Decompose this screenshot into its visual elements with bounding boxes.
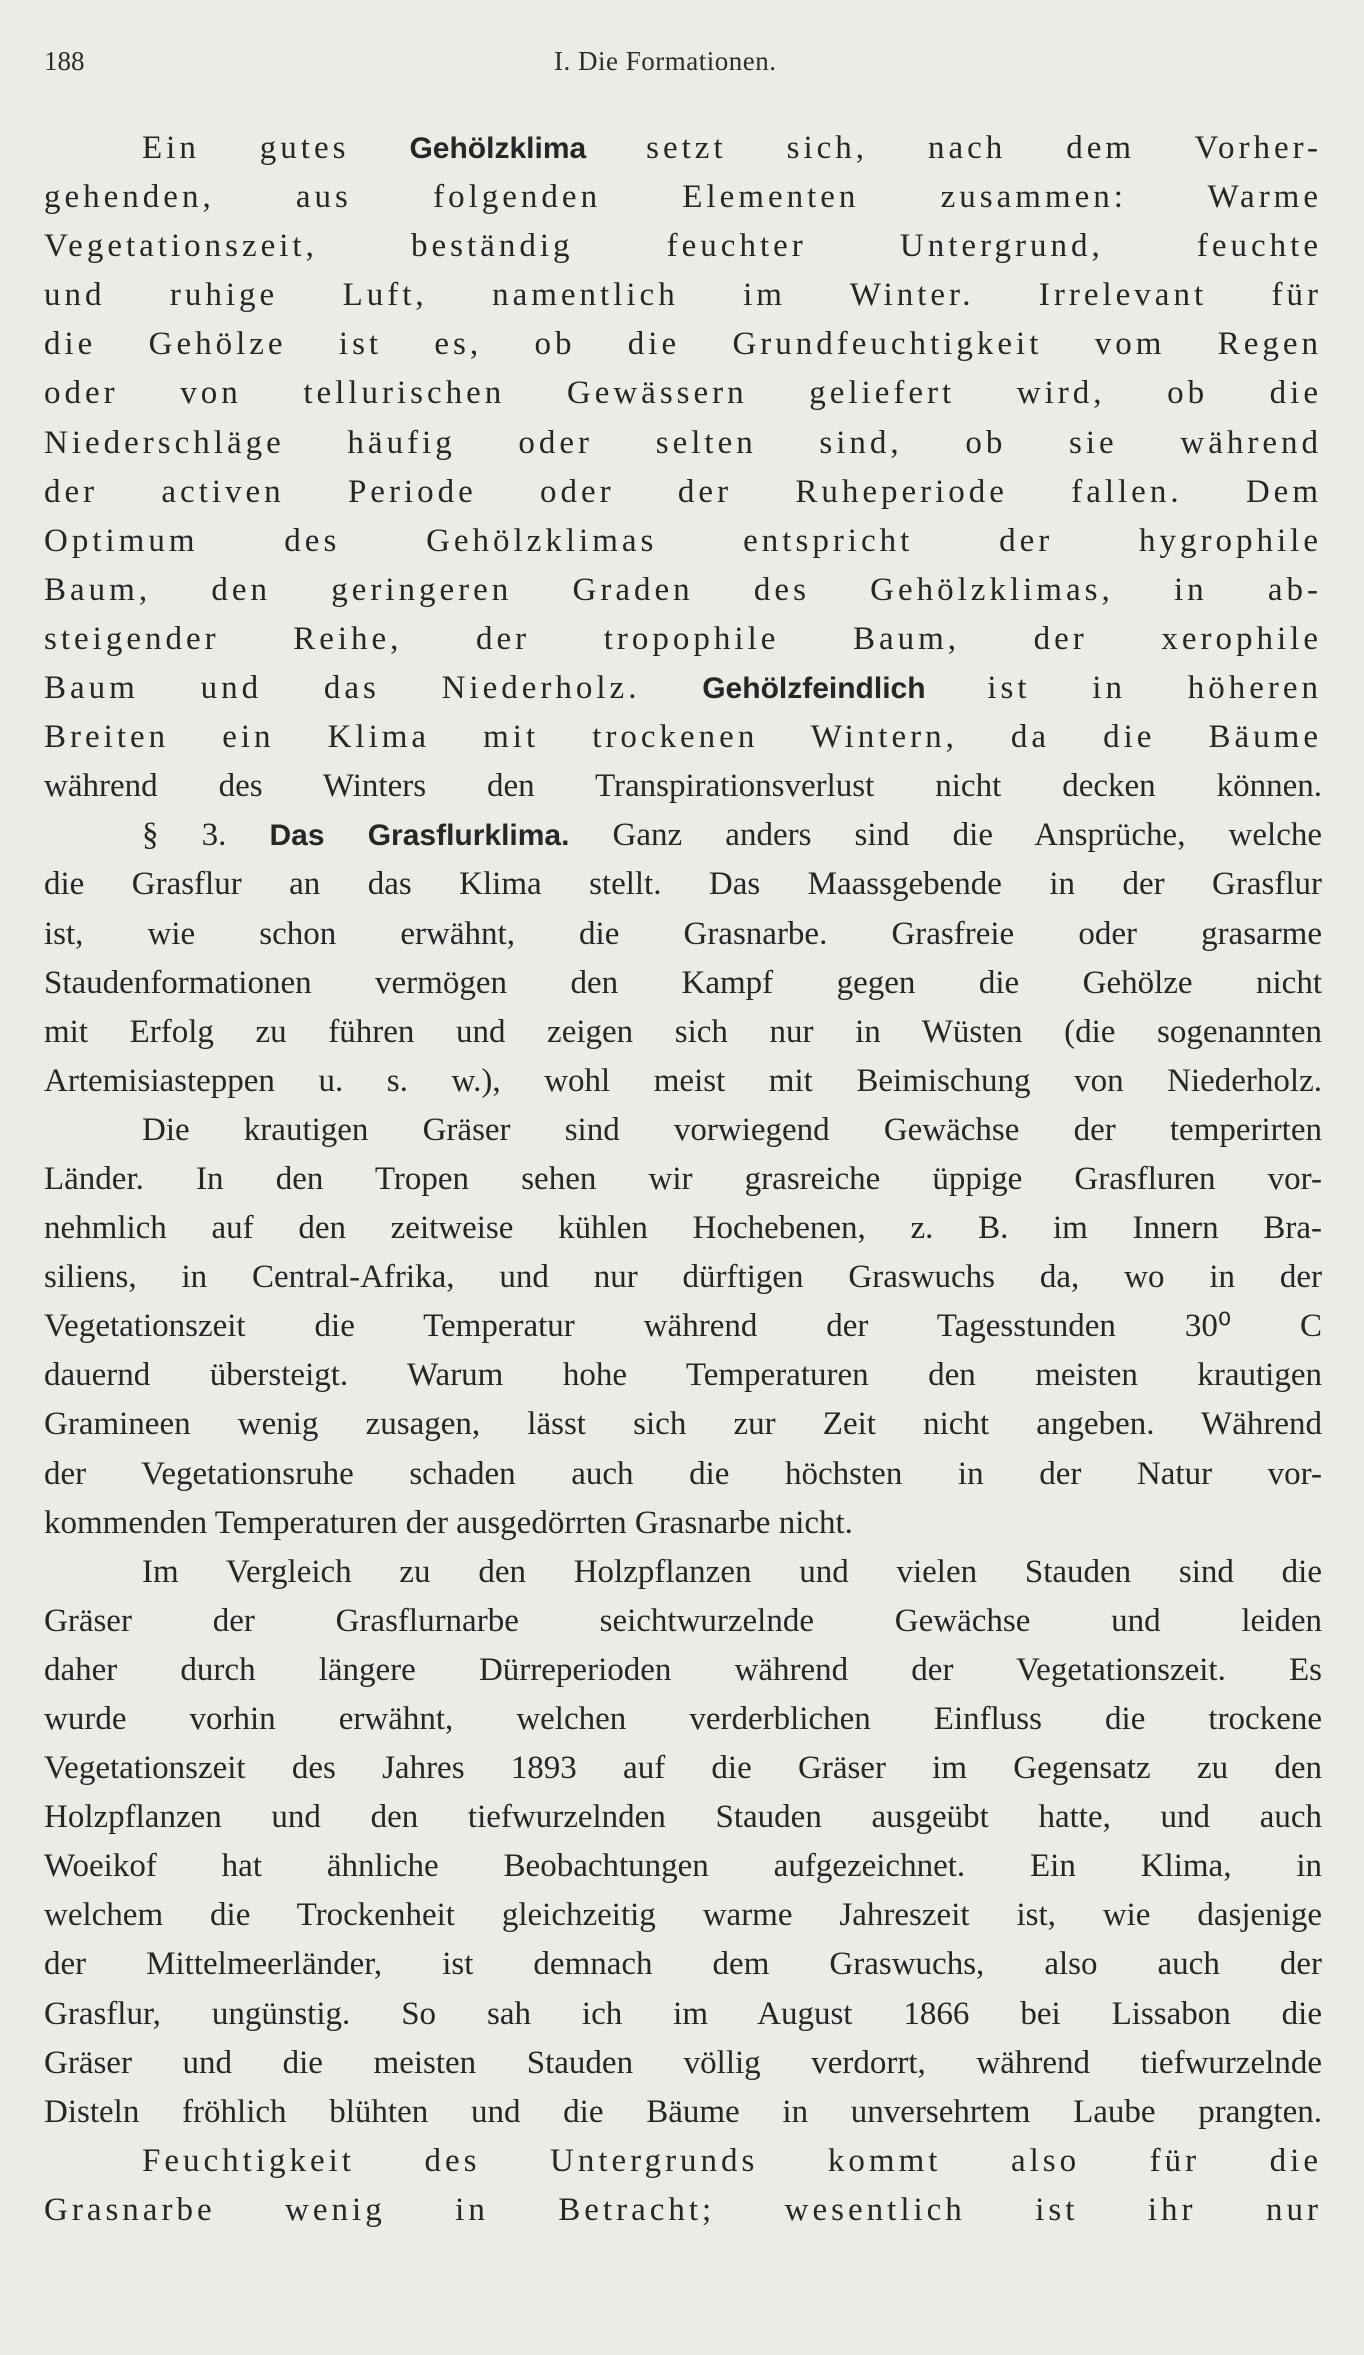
- text-line: [44, 664, 1322, 713]
- line-text: Die krautigen Gräser sind vorwiegend Gewächse der temperirten: [142, 1111, 1322, 1148]
- text-line: [44, 1351, 1322, 1400]
- text-line: [44, 517, 1322, 566]
- text-line: [44, 860, 1322, 909]
- text-line: [44, 959, 1322, 1008]
- line-text: Gräser und die meisten Stauden völlig verdorrt, während tiefwurzelnde: [44, 2044, 1322, 2081]
- text-line: [44, 222, 1322, 271]
- text-line: [44, 1793, 1322, 1842]
- text-line: [44, 1499, 1322, 1548]
- line-text: Baum, den geringeren Graden des Gehölzklimas, in ab-: [44, 571, 1322, 608]
- line-text: Holzpflanzen und den tiefwurzelnden Stauden ausgeübt hatte, und auch: [44, 1799, 1322, 1836]
- text-line: [44, 1302, 1322, 1351]
- line-text: und ruhige Luft, namentlich im Winter. Irrelevant für: [44, 277, 1322, 314]
- line-text: siliens, in Central-Afrika, und nur dürftigen Graswuchs da, wo in der: [44, 1259, 1322, 1296]
- line-text: Vegetationszeit des Jahres 1893 auf die Gräser im Gegensatz zu den: [44, 1750, 1322, 1787]
- line-text: Woeikof hat ähnliche Beobachtungen aufgezeichnet. Ein Klima, in: [44, 1848, 1322, 1885]
- text-line: [44, 1548, 1322, 1597]
- text-line: [44, 811, 1322, 860]
- text-line: [44, 1008, 1322, 1057]
- text-line: [44, 2039, 1322, 2088]
- line-text: oder von tellurischen Gewässern geliefert wird, ob die: [44, 375, 1322, 412]
- line-text: Im Vergleich zu den Holzpflanzen und vielen Stauden sind die: [142, 1553, 1322, 1590]
- line-text-before: Baum und das Niederholz.: [44, 670, 703, 707]
- text-line: [44, 1106, 1322, 1155]
- line-text: Staudenformationen vermögen den Kampf gegen die Gehölze nicht: [44, 964, 1322, 1001]
- line-text: Optimum des Gehölzklimas entspricht der hygrophile: [44, 522, 1322, 559]
- line-text: die Grasflur an das Klima stellt. Das Maassgebende in der Grasflur: [44, 866, 1322, 903]
- text-line: [44, 320, 1322, 369]
- text-line: [44, 1695, 1322, 1744]
- text-line: [44, 468, 1322, 517]
- line-text: kommenden Temperaturen der ausgedörrten Grasnarbe nicht.: [44, 1504, 853, 1541]
- line-text: Niederschläge häufig oder selten sind, ob sie während: [44, 424, 1322, 461]
- text-line: [44, 419, 1322, 468]
- line-text: Grasflur, ungünstig. So sah ich im August 1866 bei Lissabon die: [44, 1995, 1322, 2032]
- running-head: I. Die Formationen.: [554, 46, 777, 76]
- line-text: während des Winters den Transpirationsverlust nicht decken können.: [44, 768, 1322, 805]
- line-text: gehenden, aus folgenden Elementen zusammen: Warme: [44, 179, 1322, 216]
- line-text: Feuchtigkeit des Untergrunds kommt also für die: [142, 2142, 1322, 2179]
- text-line: [44, 762, 1322, 811]
- line-text: Länder. In den Tropen sehen wir grasreiche üppige Grasfluren vor-: [44, 1160, 1322, 1197]
- page-number: 188: [44, 46, 85, 76]
- text-line: [44, 1155, 1322, 1204]
- text-line: [44, 1940, 1322, 1989]
- line-text: Vegetationszeit, beständig feuchter Untergrund, feuchte: [44, 228, 1322, 265]
- text-line: [44, 1204, 1322, 1253]
- line-text: Gramineen wenig zusagen, lässt sich zur Zeit nicht angeben. Während: [44, 1406, 1322, 1443]
- text-line: [44, 2137, 1322, 2186]
- body-text: [44, 124, 1322, 2235]
- line-text: der activen Periode oder der Ruheperiode fallen. Dem: [44, 473, 1322, 510]
- text-line: [44, 271, 1322, 320]
- text-line: [44, 1891, 1322, 1940]
- line-text: mit Erfolg zu führen und zeigen sich nur in Wüsten (die sogenannten: [44, 1013, 1322, 1050]
- line-text: Vegetationszeit die Temperatur während der Tagesstunden 30⁰ C: [44, 1308, 1322, 1345]
- line-text: steigender Reihe, der tropophile Baum, der xerophile: [44, 620, 1322, 657]
- text-line: [44, 2186, 1322, 2235]
- line-text: der Vegetationsruhe schaden auch die höchsten in der Natur vor-: [44, 1455, 1322, 1492]
- text-line: [44, 2088, 1322, 2137]
- text-line: [44, 713, 1322, 762]
- line-text: wurde vorhin erwähnt, welchen verderblichen Einfluss die trockene: [44, 1701, 1322, 1737]
- text-line: [44, 173, 1322, 222]
- text-line: [44, 1450, 1322, 1499]
- line-text: ist, wie schon erwähnt, die Grasnarbe. Grasfreie oder grasarme: [44, 915, 1322, 952]
- line-text: die Gehölze ist es, ob die Grundfeuchtigkeit vom Regen: [44, 326, 1322, 363]
- line-text-after: Ganz anders sind die Ansprüche, welche: [569, 817, 1322, 854]
- text-line: [44, 1253, 1322, 1302]
- text-line: [44, 566, 1322, 615]
- text-line: [44, 1057, 1322, 1106]
- bold-term: Gehölzklima: [409, 132, 587, 165]
- text-line: [44, 369, 1322, 418]
- line-text-after: ist in höheren: [925, 670, 1322, 707]
- text-line: [44, 1646, 1322, 1695]
- text-line: [44, 1744, 1322, 1793]
- text-line: [44, 124, 1322, 173]
- line-text: daher durch längere Dürreperioden während der Vegetationszeit. Es: [44, 1651, 1322, 1688]
- page-header: [44, 46, 1324, 86]
- line-text: nehmlich auf den zeitweise kühlen Hochebenen, z. B. im Innern Bra-: [44, 1210, 1322, 1247]
- line-text-after: setzt sich, nach dem Vorher-: [586, 130, 1322, 166]
- bold-term: Gehölzfeindlich: [702, 672, 926, 706]
- bold-term: Das Grasflurklima.: [269, 819, 570, 853]
- text-line: [44, 910, 1322, 959]
- line-text: welchem die Trockenheit gleichzeitig warme Jahreszeit ist, wie dasjenige: [44, 1897, 1322, 1934]
- line-text: Disteln fröhlich blühten und die Bäume in unversehrtem Laube prangten.: [44, 2093, 1322, 2130]
- line-text-before: § 3.: [142, 817, 270, 854]
- text-line: [44, 615, 1322, 664]
- line-text: der Mittelmeerländer, ist demnach dem Graswuchs, also auch der: [44, 1946, 1322, 1983]
- line-text: Artemisiasteppen u. s. w.), wohl meist mit Beimischung von Niederholz.: [44, 1062, 1322, 1099]
- line-text: dauernd übersteigt. Warum hohe Temperaturen den meisten krautigen: [44, 1357, 1322, 1394]
- line-text: Grasnarbe wenig in Betracht; wesentlich ist ihr nur: [44, 2191, 1322, 2228]
- text-line: [44, 1990, 1322, 2039]
- line-text: Breiten ein Klima mit trockenen Wintern, da die Bäume: [44, 719, 1322, 756]
- line-text: Gräser der Grasflurnarbe seichtwurzelnde Gewächse und leiden: [44, 1602, 1322, 1639]
- text-line: [44, 1842, 1322, 1891]
- text-line: [44, 1400, 1322, 1449]
- line-text-before: Ein gutes: [142, 130, 410, 166]
- text-line: [44, 1597, 1322, 1646]
